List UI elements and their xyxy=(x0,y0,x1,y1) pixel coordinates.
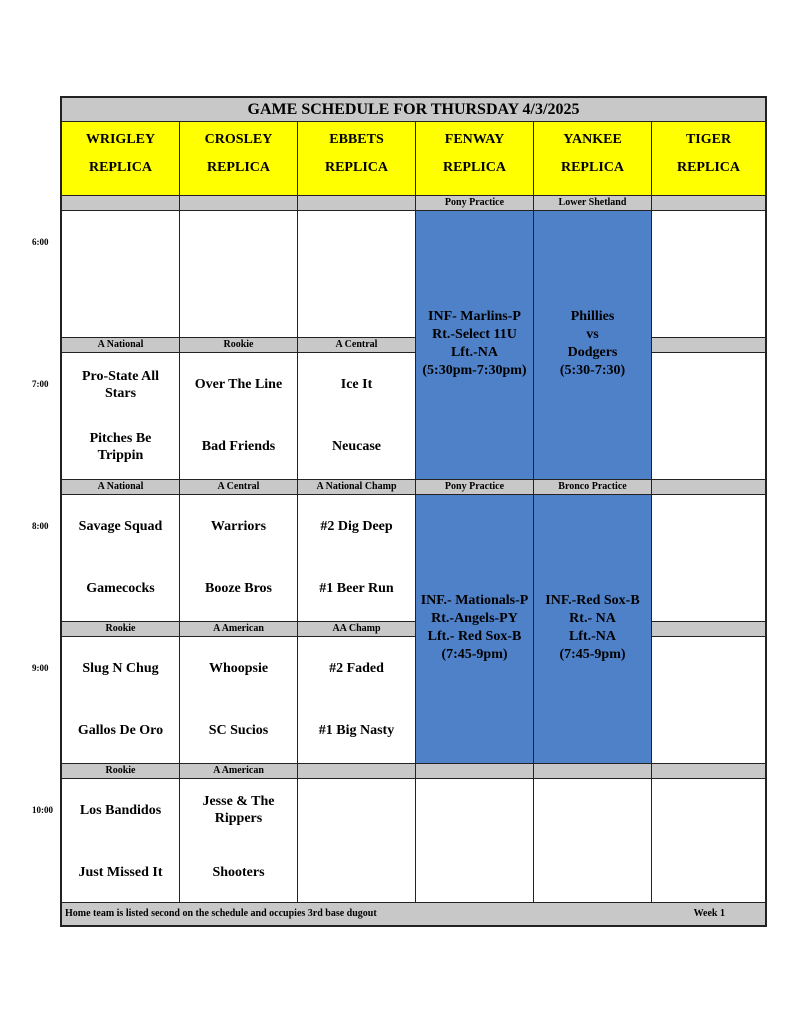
game-cell-empty xyxy=(652,495,765,621)
home-team: Gamecocks xyxy=(86,581,155,596)
division-label: A National xyxy=(62,337,180,353)
home-team: Gallos De Oro xyxy=(77,723,164,738)
home-team: Shooters xyxy=(212,865,265,880)
away-team: Pro-State All Stars xyxy=(81,369,160,401)
practice-line: Rt.-Angels-PY xyxy=(431,611,518,626)
field-header-yankee xyxy=(534,122,652,196)
practice-line: INF.-Red Sox-B xyxy=(545,593,640,608)
division-label xyxy=(298,763,416,779)
practice-line: INF- Marlins-P xyxy=(428,309,521,324)
division-label: Bronco Practice xyxy=(534,479,652,495)
game-cell xyxy=(180,779,298,902)
practice-block-fenway xyxy=(416,495,534,763)
home-team: #1 Big Nasty xyxy=(318,723,395,738)
away-team: Slug N Chug xyxy=(82,661,159,676)
practice-block-yankee xyxy=(534,495,652,763)
field-type: REPLICA xyxy=(206,160,270,175)
division-label: A American xyxy=(180,763,298,779)
away-team: Ice It xyxy=(340,377,373,392)
game-cell xyxy=(298,637,416,763)
time-label: 6:00 xyxy=(32,237,49,247)
division-label xyxy=(652,195,765,211)
field-type: REPLICA xyxy=(560,160,624,175)
field-name: CROSLEY xyxy=(204,132,273,147)
game-cell xyxy=(180,353,298,479)
field-header-wrigley xyxy=(62,122,180,196)
division-label xyxy=(298,195,416,211)
away-team: Whoopsie xyxy=(208,661,269,676)
practice-block-fenway xyxy=(416,211,534,479)
field-type: REPLICA xyxy=(88,160,152,175)
week-label: Week 1 xyxy=(693,908,725,919)
game-cell-empty xyxy=(180,211,298,337)
field-name: EBBETS xyxy=(329,132,384,147)
home-team: SC Sucios xyxy=(208,723,269,738)
home-team: Pitches Be Trippin xyxy=(89,431,152,463)
away-team: Over The Line xyxy=(194,377,283,392)
division-label: Rookie xyxy=(180,337,298,353)
time-label: 7:00 xyxy=(32,379,49,389)
game-cell-empty xyxy=(298,779,416,902)
game-cell xyxy=(62,637,180,763)
game-cell xyxy=(298,353,416,479)
schedule-title: GAME SCHEDULE FOR THURSDAY 4/3/2025 xyxy=(62,98,765,122)
game-cell-empty xyxy=(62,211,180,337)
home-team: Neucase xyxy=(332,439,381,454)
practice-line: (7:45-9pm) xyxy=(559,647,626,662)
division-label xyxy=(652,479,765,495)
game-cell-empty xyxy=(534,779,652,902)
field-type: REPLICA xyxy=(324,160,388,175)
practice-line: (5:30pm-7:30pm) xyxy=(422,363,527,378)
practice-line: Rt.-Select 11U xyxy=(432,327,517,342)
time-label: 9:00 xyxy=(32,663,49,673)
field-type: REPLICA xyxy=(676,160,740,175)
practice-line: (5:30-7:30) xyxy=(559,363,626,378)
game-cell-empty xyxy=(298,211,416,337)
home-team-note: Home team is listed second on the schedule and occupies 3rd base dugout xyxy=(65,908,377,919)
division-label xyxy=(62,195,180,211)
division-label: A National Champ xyxy=(298,479,416,495)
field-name: WRIGLEY xyxy=(85,132,156,147)
field-header-ebbets xyxy=(298,122,416,196)
division-label: A National xyxy=(62,479,180,495)
practice-line: Dodgers xyxy=(567,345,618,360)
game-cell-empty xyxy=(416,779,534,902)
schedule-footer xyxy=(62,902,765,925)
game-cell-empty xyxy=(652,637,765,763)
field-header-crosley xyxy=(180,122,298,196)
division-label: Pony Practice xyxy=(416,195,534,211)
division-label xyxy=(652,337,765,353)
home-team: #1 Beer Run xyxy=(319,581,394,596)
away-team: Jesse & The Rippers xyxy=(202,794,275,826)
home-team: Bad Friends xyxy=(201,439,276,454)
practice-line: Lft.-NA xyxy=(450,345,499,360)
field-name: YANKEE xyxy=(563,132,622,147)
practice-block-yankee xyxy=(534,211,652,479)
division-label xyxy=(416,763,534,779)
practice-line: (7:45-9pm) xyxy=(441,647,508,662)
away-team: Los Bandidos xyxy=(79,803,162,818)
division-label: A American xyxy=(180,621,298,637)
game-cell xyxy=(62,495,180,621)
practice-line: Phillies xyxy=(570,309,615,324)
practice-line: Rt.- NA xyxy=(569,611,616,626)
field-name: TIGER xyxy=(685,132,732,147)
field-type: REPLICA xyxy=(442,160,506,175)
schedule-table xyxy=(60,96,767,927)
game-cell xyxy=(62,779,180,902)
practice-line: Lft.-NA xyxy=(568,629,617,644)
division-label xyxy=(534,763,652,779)
game-cell-empty xyxy=(652,211,765,337)
division-label: Rookie xyxy=(62,621,180,637)
division-label: AA Champ xyxy=(298,621,416,637)
game-cell xyxy=(298,495,416,621)
time-label: 8:00 xyxy=(32,521,49,531)
division-label xyxy=(652,621,765,637)
away-team: #2 Dig Deep xyxy=(320,519,393,534)
game-cell xyxy=(180,495,298,621)
division-label: Pony Practice xyxy=(416,479,534,495)
division-label xyxy=(180,195,298,211)
time-label: 10:00 xyxy=(32,805,53,815)
division-label: Rookie xyxy=(62,763,180,779)
home-team: Just Missed It xyxy=(78,865,163,880)
away-team: #2 Faded xyxy=(329,661,384,676)
division-label: A Central xyxy=(298,337,416,353)
practice-line: vs xyxy=(586,327,599,342)
game-cell xyxy=(62,353,180,479)
game-cell xyxy=(180,637,298,763)
away-team: Warriors xyxy=(210,519,267,534)
practice-line: INF.- Mationals-P xyxy=(420,593,529,608)
away-team: Savage Squad xyxy=(78,519,163,534)
field-header-tiger xyxy=(652,122,765,196)
practice-line: Lft.- Red Sox-B xyxy=(427,629,522,644)
field-name: FENWAY xyxy=(444,132,505,147)
division-label xyxy=(652,763,765,779)
home-team: Booze Bros xyxy=(204,581,272,596)
field-header-fenway xyxy=(416,122,534,196)
game-cell-empty xyxy=(652,353,765,479)
division-label: A Central xyxy=(180,479,298,495)
game-cell-empty xyxy=(652,779,765,902)
division-label: Lower Shetland xyxy=(534,195,652,211)
